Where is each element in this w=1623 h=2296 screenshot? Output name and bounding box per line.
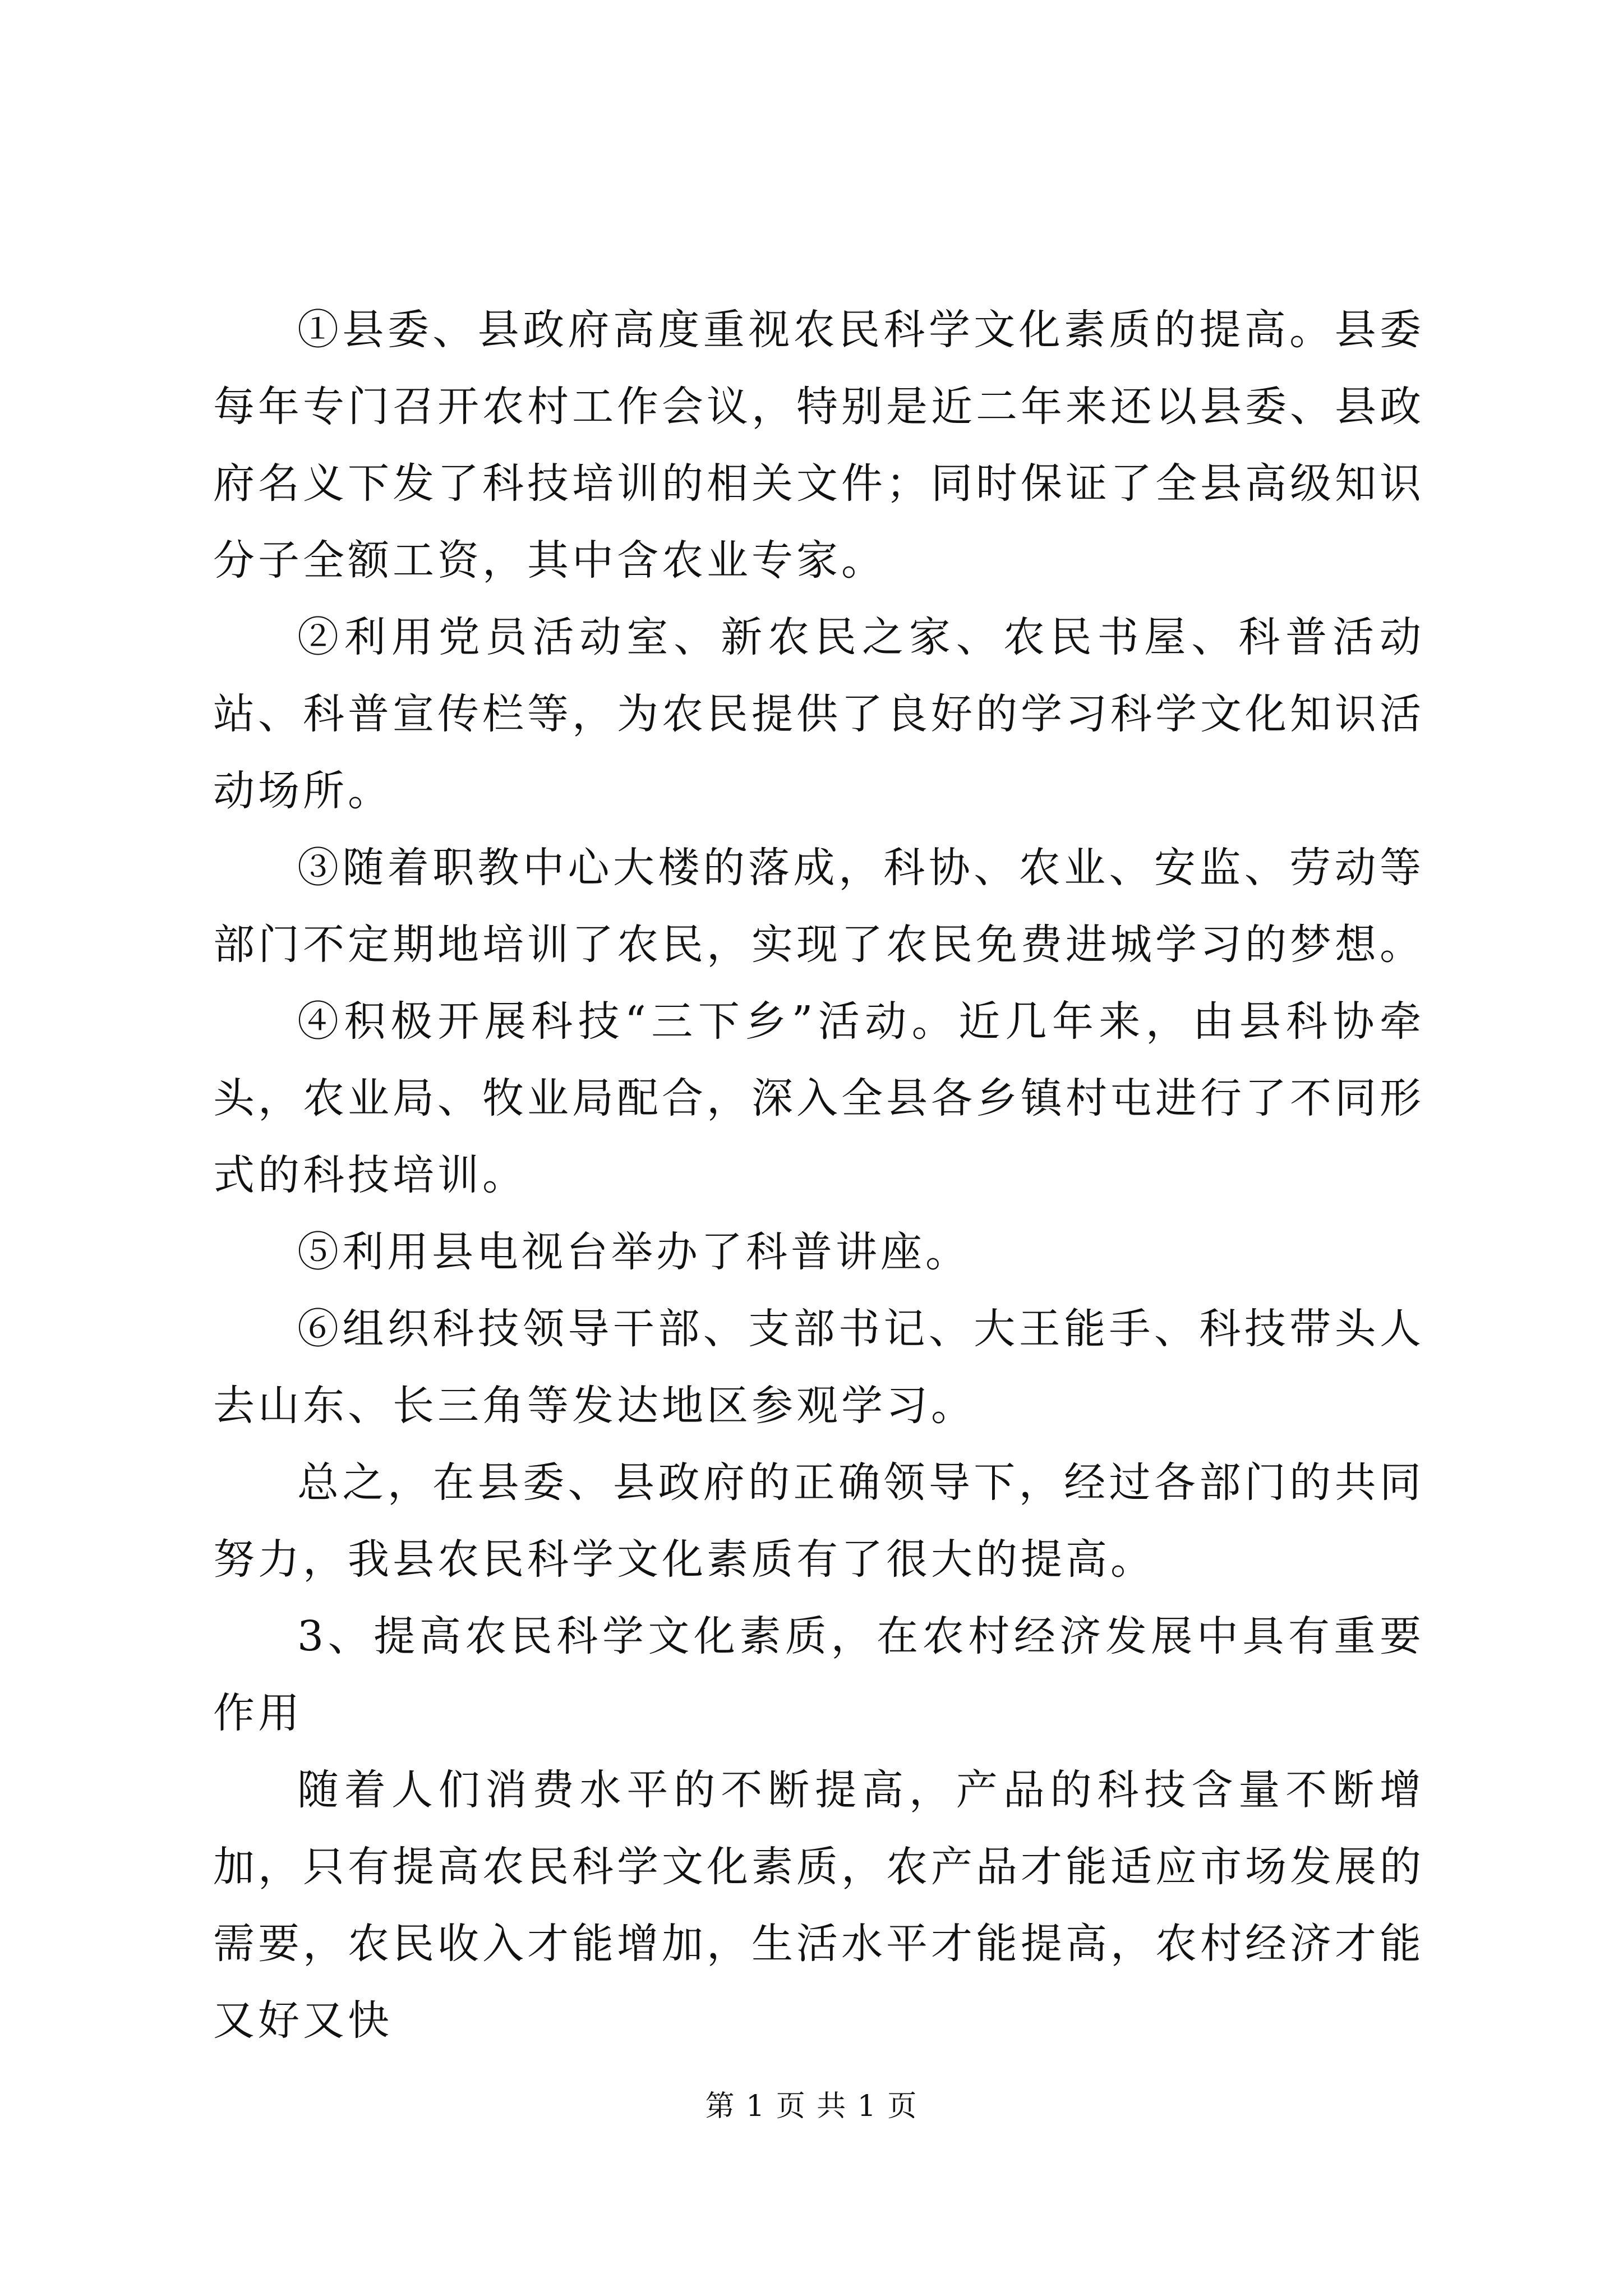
paragraph-measure-2: ②利用党员活动室、新农民之家、农民书屋、科普活动站、科普宣传栏等，为农民提供了良好的学习科学文化知识活动场所。 [213,613,1424,815]
paragraph-consumption: 随着人们消费水平的不断提高，产品的科技含量不断增加，只有提高农民科学文化素质，农产品才能适应市场发展的需要，农民收入才能增加，生活水平才能提高，农村经济才能又好又快 [213,1766,1424,2045]
document-body [213,292,1424,2059]
paragraph-measure-6: ⑥组织科技领导干部、支部书记、大王能手、科技带头人去山东、长三角等发达地区参观学习。 [213,1305,1424,1430]
paragraph-measure-1: ①县委、县政府高度重视农民科学文化素质的提高。县委每年专门召开农村工作会议，特别是近二年来还以县委、县政府名义下发了科技培训的相关文件；同时保证了全县高级知识分子全额工资，其中含农业专家。 [213,306,1424,585]
page-footer: 第 1 页 共 1 页 [705,2090,918,2123]
paragraph-measure-4: ④积极开展科技“三下乡”活动。近几年来，由县科协牵头，农业局、牧业局配合，深入全县各乡镇村屯进行了不同形式的科技培训。 [213,997,1424,1199]
paragraph-measure-5: ⑤利用县电视台举办了科普讲座。 [297,1228,970,1276]
paragraph-summary: 总之，在县委、县政府的正确领导下，经过各部门的共同努力，我县农民科学文化素质有了很大的提高。 [213,1458,1424,1584]
paragraph-measure-3: ③随着职教中心大楼的落成，科协、农业、安监、劳动等部门不定期地培训了农民，实现了农民免费进城学习的梦想。 [213,844,1424,969]
section-heading-3: 3、提高农民科学文化素质，在农村经济发展中具有重要作用 [213,1612,1424,1737]
